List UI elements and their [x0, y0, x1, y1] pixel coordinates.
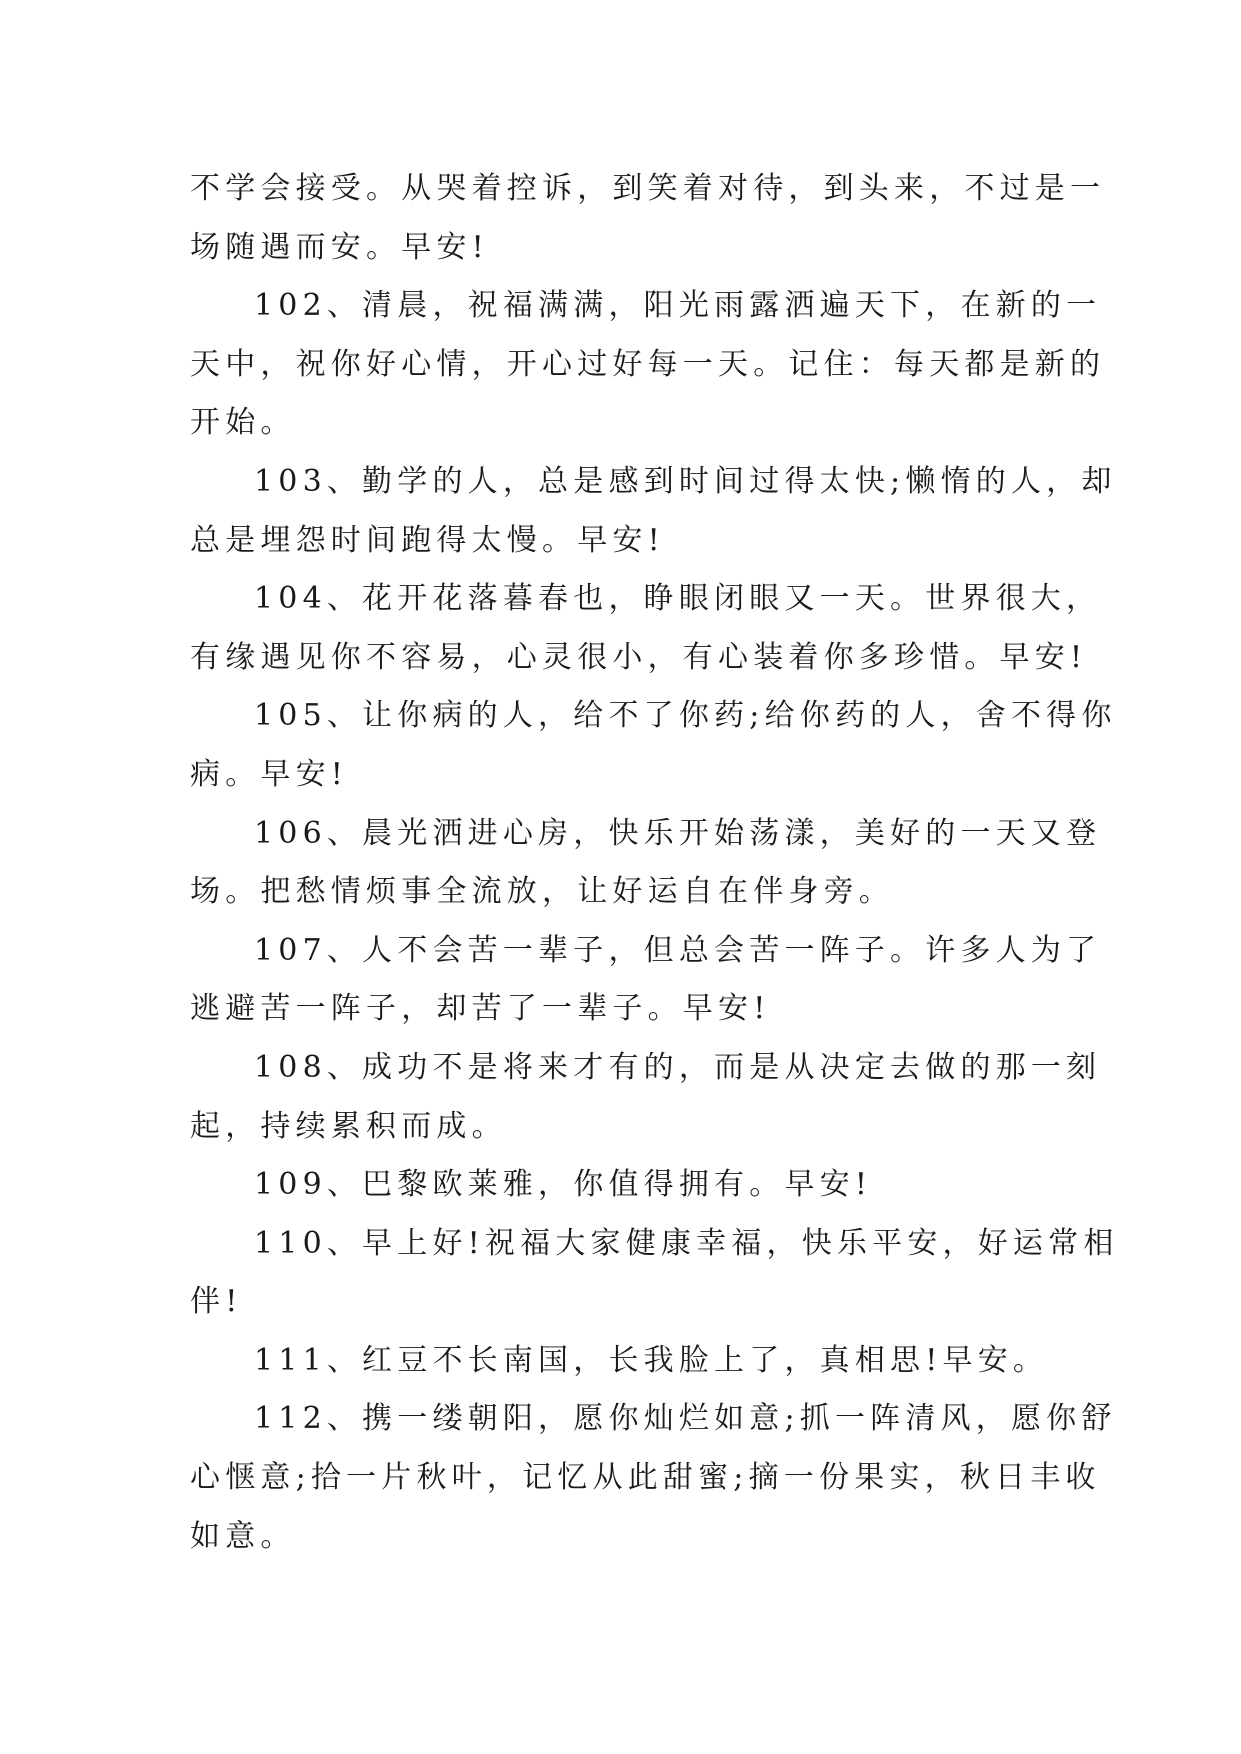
text-line: 107、人不会苦一辈子，但总会苦一阵子。许多人为了: [254, 932, 1102, 968]
text-line: 场随遇而安。早安!: [190, 229, 489, 265]
text-line: 112、携一缕朝阳，愿你灿烂如意;抓一阵清风，愿你舒: [254, 1401, 1117, 1437]
text-line: 病。早安!: [190, 756, 349, 792]
text-line: 110、早上好!祝福大家健康幸福，快乐平安，好运常相: [254, 1225, 1119, 1261]
text-line: 伴!: [190, 1284, 243, 1320]
text-line: 起，持续累积而成。: [190, 1108, 507, 1144]
text-line: 104、花开花落暮春也，睁眼闭眼又一天。世界很大，: [254, 581, 1102, 617]
text-line: 102、清晨，祝福满满，阳光雨露洒遍天下，在新的一: [254, 288, 1102, 324]
text-line: 103、勤学的人，总是感到时间过得太快;懒惰的人，却: [254, 463, 1117, 499]
text-line: 心惬意;拾一片秋叶，记忆从此甜蜜;摘一份果实，秋日丰收: [190, 1460, 1101, 1496]
text-line: 如意。: [190, 1518, 296, 1554]
text-line: 不学会接受。从哭着控诉，到笑着对待，到头来，不过是一: [190, 171, 1106, 206]
document-body: [190, 160, 1119, 1566]
text-line: 逃避苦一阵子，却苦了一辈子。早安!: [190, 991, 771, 1027]
text-line: 总是埋怨时间跑得太慢。早安!: [190, 522, 665, 558]
text-line: 有缘遇见你不容易，心灵很小，有心装着你多珍惜。早安!: [190, 639, 1088, 675]
text-line: 111、红豆不长南国，长我脸上了，真相思!早安。: [254, 1342, 1049, 1378]
text-line: 105、让你病的人，给不了你药;给你药的人，舍不得你: [254, 698, 1117, 734]
text-line: 开始。: [190, 405, 296, 441]
text-line: 109、巴黎欧莱雅，你值得拥有。早安!: [254, 1167, 873, 1203]
text-line: 106、晨光洒进心房，快乐开始荡漾，美好的一天又登: [254, 815, 1102, 851]
text-line: 场。把愁情烦事全流放，让好运自在伴身旁。: [190, 874, 894, 910]
text-line: 108、成功不是将来才有的，而是从决定去做的那一刻: [254, 1049, 1102, 1085]
text-line: 天中，祝你好心情，开心过好每一天。记住：每天都是新的: [190, 346, 1106, 382]
